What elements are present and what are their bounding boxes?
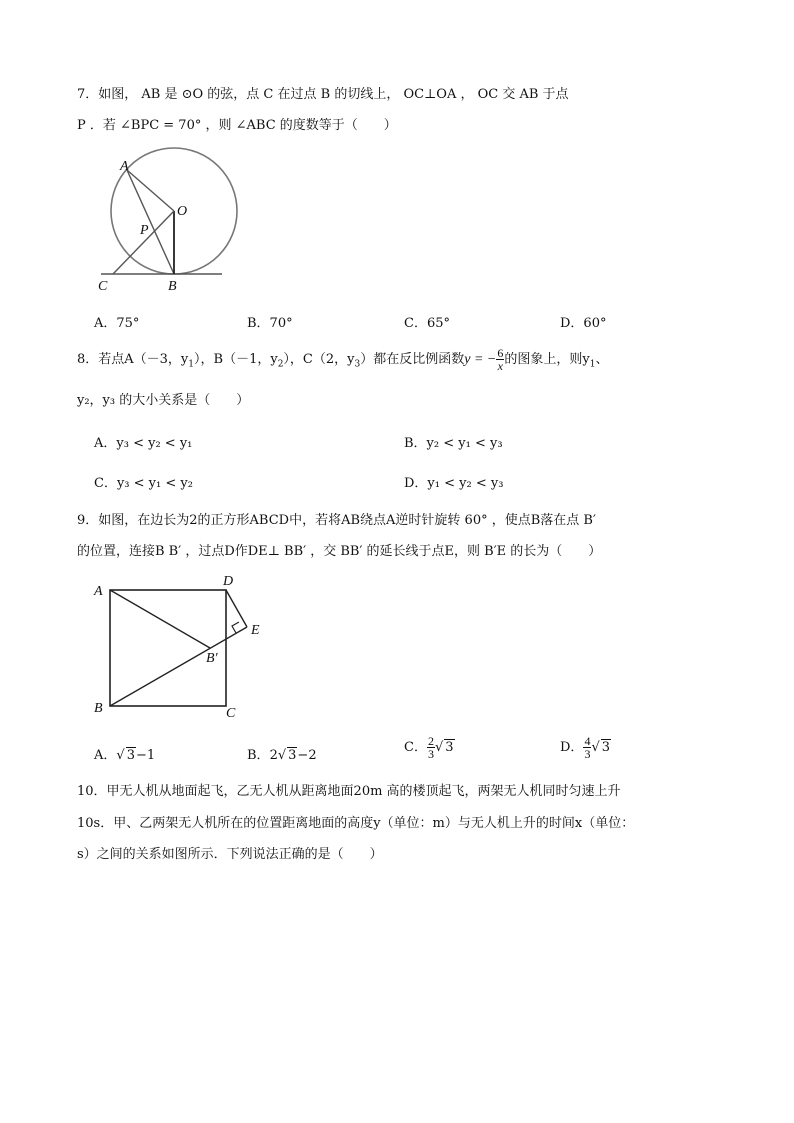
q8-option-c: C．y₃ < y₁ < y₂ [94, 476, 193, 491]
q7-label-o: O [177, 204, 188, 219]
q9-label-e: E [251, 623, 260, 638]
q9-segment-ab-prime [110, 590, 210, 648]
q9-label-d: D [223, 574, 234, 589]
q9-option-d: D． $\frac{4}{3}$ √ 3 [560, 734, 611, 761]
q8-option-a: A．y₃ < y₂ < y₁ [94, 436, 193, 451]
q7-label-c: C [98, 279, 108, 294]
q9-stem-line1: 9．如图，在边长为2的正方形ABCD中，若将AB绕点A逆时针旋转 60° ，使点B落在点 B′ [77, 513, 596, 528]
q9-right-angle-mark [232, 622, 239, 633]
q8-fraction: $\frac{6}{x}$ [497, 346, 504, 373]
q9-square-abcd [110, 590, 226, 706]
q7-stem-line1: 7．如图， AB 是 ⊙O 的弦，点 C 在过点 B 的切线上， OC⊥OA ， OC 交 AB 于点 [77, 87, 569, 102]
q7-option-a: A．75° [94, 316, 140, 331]
q7-stem-line2: P ．若 ∠BPC = 70° ，则 ∠ABC 的度数等于（ ） [77, 118, 397, 133]
q7-label-a: A [120, 159, 129, 174]
q9-segment-de [226, 590, 247, 627]
q9-stem-line2: 的位置，连接B B′ ，过点D作DE⊥ BB′ ，交 BB′ 的延长线于点E，则 B′E 的长为（ ） [77, 544, 602, 559]
q10-stem-line2: 10s．甲、乙两架无人机所在的位置距离地面的高度y（单位：m）与无人机上升的时间x（单位： [77, 816, 635, 831]
q9-option-d-fraction: $\frac{4}{3}$ [584, 734, 591, 761]
q8-option-d: D．y₁ < y₂ < y₃ [404, 476, 504, 491]
q9-option-c-fraction: $\frac{2}{3}$ [427, 734, 434, 761]
q7-option-b: B．70° [247, 316, 293, 331]
q8-function: y = − [464, 352, 497, 367]
q9-label-a: A [94, 584, 103, 599]
q7-option-d: D．60° [560, 316, 607, 331]
q9-option-c: C． $\frac{2}{3}$ √ 3 [404, 734, 454, 761]
q9-option-b: B．2√ 3−2 [247, 748, 317, 763]
q9-option-a: A．√ 3−1 [94, 748, 156, 763]
q8-stem-line2: y₂，y₃ 的大小关系是（ ） [77, 393, 250, 408]
q7-label-p: P [140, 223, 149, 238]
q7-label-b: B [168, 279, 177, 294]
q9-label-b-prime: B′ [206, 651, 218, 666]
q10-stem-line3: s）之间的关系如图所示．下列说法正确的是（ ） [77, 847, 383, 862]
q10-stem-line1: 10．甲无人机从地面起飞，乙无人机从距离地面20m 高的楼顶起飞，两架无人机同时匀速上升 [77, 784, 621, 799]
q7-option-c: C．65° [404, 316, 450, 331]
q8-stem-line1: 8．若点A（－3，$y_1$），B（－1，$y_2$），C（2，$y_3$）都在反比例函数y = − $\frac{6}{x}$ 的图象上，则$y_1$、 [77, 346, 609, 373]
q8-option-b: B．y₂ < y₁ < y₃ [404, 436, 503, 451]
q9-label-b: B [94, 701, 103, 716]
q9-label-c: C [226, 706, 236, 721]
